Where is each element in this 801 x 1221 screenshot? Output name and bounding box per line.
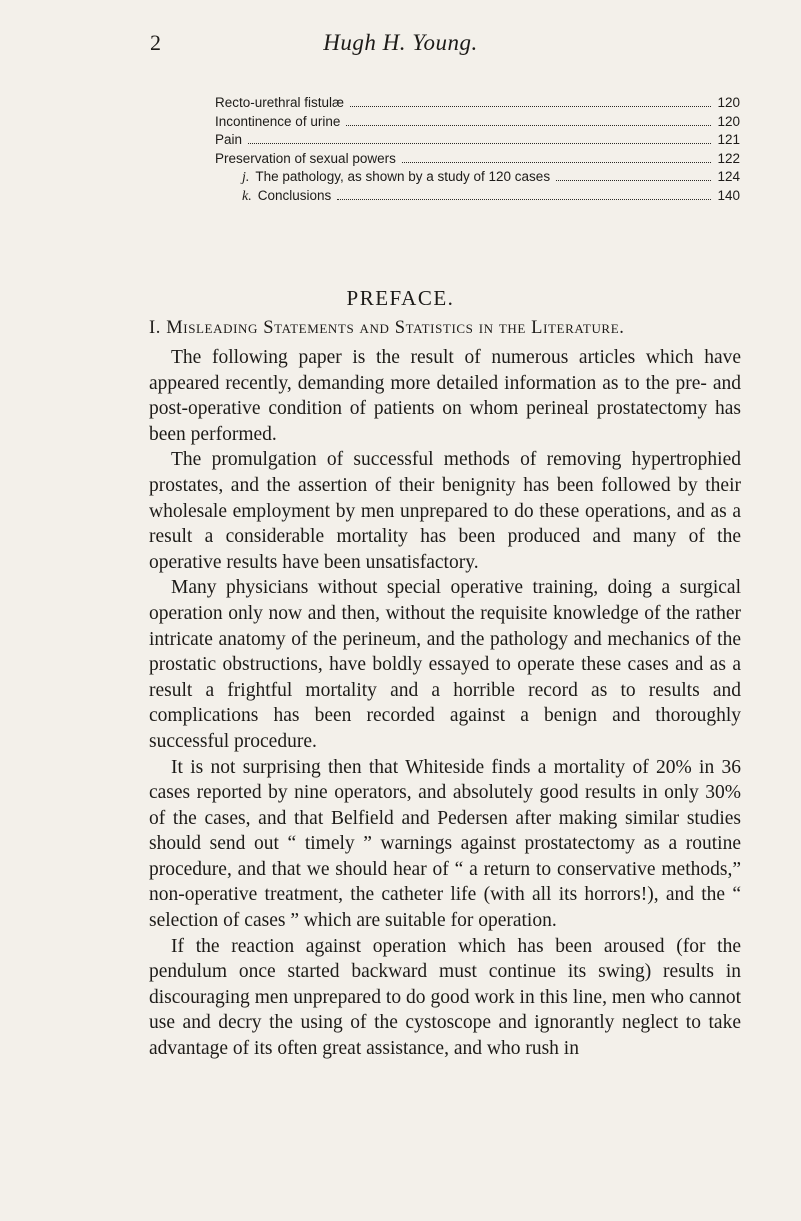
toc-dot-leader bbox=[556, 180, 711, 181]
toc-dot-leader bbox=[337, 199, 711, 200]
toc-entry-letter: j. bbox=[242, 170, 250, 185]
toc-entry bbox=[215, 114, 740, 133]
toc-entry-letter: k. bbox=[242, 188, 252, 204]
toc-entry-page: 120 bbox=[717, 95, 740, 110]
toc-entry bbox=[215, 132, 740, 151]
toc-entry-page: 124 bbox=[717, 169, 740, 184]
toc-entry-label: The pathology, as shown by a study of 120 cases bbox=[255, 169, 551, 184]
running-head: Hugh H. Young. bbox=[323, 30, 478, 55]
page-number: 2 bbox=[150, 30, 161, 55]
preface-title: PREFACE. bbox=[346, 286, 455, 310]
toc-dot-leader bbox=[402, 162, 712, 163]
paragraph: The promulgation of successful methods of removing hypertrophied prostates, and the assertion of their benignity has been followed by their wholesale employment by men unprepared to do these operations, and as a result a considerable mortality has been produced and many of the operative results have been unsatisfactory. bbox=[149, 449, 741, 573]
toc-entry-label: Incontinence of urine bbox=[215, 113, 341, 129]
toc-entry bbox=[215, 188, 740, 207]
paragraph: It is not surprising then that Whiteside finds a mortality of 20% in 36 cases reported by nine operators, and absolutely good results in only 30% of the cases, and that Belfield and Pedersen after making similar studies should send out “ timely ” warnings against prostatectomy as a routine procedure, and that we should hear of “ a return to conservative methods,” non-operative treatment, the catheter life (with all its horrors!), and the “ selection of cases ” which are suitable for operation. bbox=[149, 756, 741, 932]
paragraph: The following paper is the result of numerous articles which have appeared recently, demanding more detailed information as to the pre- and post-operative condition of patients on whom perineal prostatectomy has been performed. bbox=[149, 347, 741, 445]
toc-entry-label: Recto-urethral fistulæ bbox=[215, 95, 345, 110]
toc-entry-page: 140 bbox=[717, 187, 740, 203]
section-heading: I. Misleading Statements and Statistics in the Literature. bbox=[149, 318, 625, 338]
toc-dot-leader bbox=[346, 125, 711, 126]
toc-entry bbox=[215, 151, 740, 170]
table-of-contents bbox=[215, 95, 740, 206]
paragraph: If the reaction against operation which has been aroused (for the pendulum once started backward must continue its swing) results in discouraging men unprepared to do good work in this line, men who cannot use and decry the using of the cystoscope and ignorantly neglect to take advantage of its often great assistance, and who rush in bbox=[149, 935, 741, 1060]
toc-entry-page: 121 bbox=[717, 132, 740, 147]
toc-entry-page: 120 bbox=[717, 113, 740, 129]
toc-entry bbox=[215, 169, 740, 188]
toc-dot-leader bbox=[248, 143, 711, 144]
paragraph: Many physicians without special operative training, doing a surgical operation only now and then, without the requisite knowledge of the rather intricate anatomy of the perineum, and the pathology and mechanics of the prostatic obstructions, have boldly essayed to operate these cases and as a result a frightful mortality and a horrible record as to results and complications has been recorded against a benign and thoroughly successful procedure. bbox=[149, 577, 741, 752]
toc-entry-label: Preservation of sexual powers bbox=[215, 150, 396, 166]
toc-entry-label: Pain bbox=[215, 132, 243, 147]
toc-entry-label: Conclusions bbox=[257, 187, 332, 203]
toc-entry bbox=[215, 95, 740, 114]
preface-body bbox=[149, 345, 741, 1062]
toc-dot-leader bbox=[350, 106, 711, 107]
page-header bbox=[0, 30, 801, 60]
toc-entry-page: 122 bbox=[717, 150, 740, 166]
